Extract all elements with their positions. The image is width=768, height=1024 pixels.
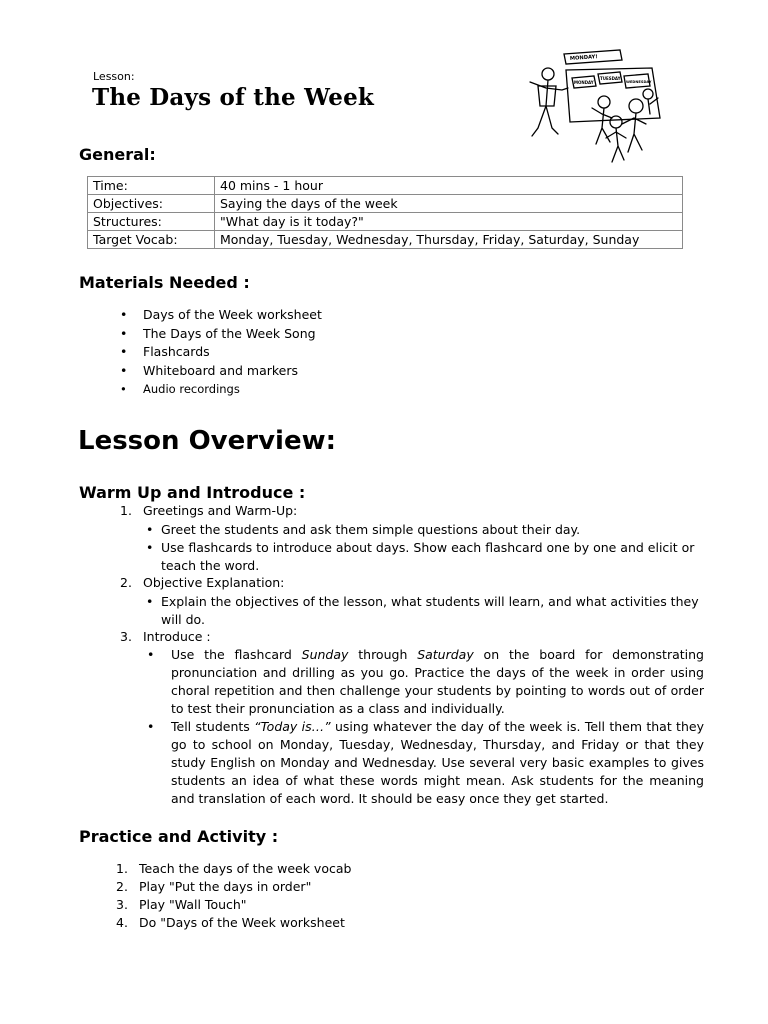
bullet-emphasis: Saturday (417, 647, 474, 662)
materials-heading: Materials Needed : (79, 273, 250, 292)
bullet-text: Explain the objectives of the lesson, what students will learn, and what activities they will do. (161, 594, 699, 627)
table-row (88, 177, 683, 195)
table-key: Target Vocab: (88, 231, 215, 249)
kids-illustration (512, 48, 662, 166)
bullet-text: on the board for demonstrating pronunciation and drilling as you go. Practice the days of the week in order using choral repetition and then challenge your students by pointing to words out of order to test their pronunciation as a class and individually. (171, 647, 704, 716)
list-item: • Whiteboard and markers (120, 362, 322, 381)
sign-b-text: TUESDAY (600, 76, 621, 81)
table-row (88, 195, 683, 213)
list-item: • The Days of the Week Song (120, 325, 322, 344)
bullet-text: Tell students (171, 719, 255, 734)
table-row (88, 231, 683, 249)
bullet-text: using whatever the day of the week is. Tell them that they go to school on Monday, Tuesday, Wednesday, Thursday, and Friday or that they study English on Monday and Wednesday. Use several very basic examples to gives students an idea of what these words might mean. Ask students for the meaning and translation of each word. It should be easy once they get started. (171, 719, 704, 806)
page-title: The Days of the Week (92, 84, 375, 111)
warmup-heading: Warm Up and Introduce : (79, 483, 306, 502)
bullet-text: Use the flashcard (171, 647, 302, 662)
table-row (88, 213, 683, 231)
sign-c-text: WEDNESDAY (626, 80, 652, 84)
bullet-item: • Greet the students and ask them simple questions about their day. (146, 522, 581, 537)
item-number: 2. (116, 879, 128, 894)
step-title: Greetings and Warm-Up: (143, 503, 298, 518)
bullet-emphasis: Sunday (301, 647, 349, 662)
general-heading: General: (79, 145, 156, 164)
step-title: Introduce : (143, 629, 211, 644)
bullet-item: • Tell students “Today is…” using whatever the day of the week is. Tell them that they go to school on Monday, Tuesday, Wednesday, Thursday, and Friday or that they study English on Monday and Wednesday. Use several very basic examples to gives students an idea of what these words might mean. Ask students for the meaning and translation of each word. It should be easy once they get started. (147, 719, 704, 806)
table-value: Saying the days of the week (215, 195, 683, 213)
table-key: Time: (88, 177, 215, 195)
overview-heading: Lesson Overview: (78, 426, 336, 456)
list-item: • Days of the Week worksheet (120, 306, 322, 325)
item-number: 4. (116, 915, 128, 930)
item-number: 1. (116, 861, 128, 876)
item-text: Teach the days of the week vocab (139, 861, 352, 876)
general-table (87, 176, 683, 249)
sign-top-text: MONDAY! (569, 54, 598, 62)
step-number: 3. (120, 629, 132, 644)
table-value: 40 mins - 1 hour (215, 177, 683, 195)
list-item: • Flashcards (120, 343, 322, 362)
bullet-emphasis: “Today is…” (254, 719, 331, 734)
bullet-item: • Explain the objectives of the lesson, what students will learn, and what activities they will do. (146, 594, 699, 627)
bullet-item: • Use the flashcard Sunday through Saturday on the board for demonstrating pronunciation and drilling as you go. Practice the days of the week in order using choral repetition and then challenge your students by pointing to words out of order to test their pronunciation as a class and individually. (147, 647, 704, 716)
table-value: Monday, Tuesday, Wednesday, Thursday, Friday, Saturday, Sunday (215, 231, 683, 249)
lesson-label: Lesson: (93, 70, 135, 83)
bullet-text: through (348, 647, 418, 662)
materials-list (120, 306, 322, 399)
bullet-text: Greet the students and ask them simple questions about their day. (161, 522, 581, 537)
bullet-text: Use flashcards to introduce about days. Show each flashcard one by one and elicit or teach the word. (161, 540, 695, 573)
step-title: Objective Explanation: (143, 575, 285, 590)
step-number: 1. (120, 503, 132, 518)
step-number: 2. (120, 575, 132, 590)
list-item: • Audio recordings (120, 380, 322, 399)
item-text: Play "Put the days in order" (139, 879, 312, 894)
table-key: Structures: (88, 213, 215, 231)
sign-a-text: MONDAY (574, 80, 594, 85)
item-text: Do "Days of the Week worksheet (139, 915, 345, 930)
item-number: 3. (116, 897, 128, 912)
bullet-item: • Use flashcards to introduce about days. Show each flashcard one by one and elicit or teach the word. (146, 540, 695, 573)
table-value: "What day is it today?" (215, 213, 683, 231)
item-text: Play "Wall Touch" (139, 897, 247, 912)
practice-heading: Practice and Activity : (79, 827, 279, 846)
table-key: Objectives: (88, 195, 215, 213)
